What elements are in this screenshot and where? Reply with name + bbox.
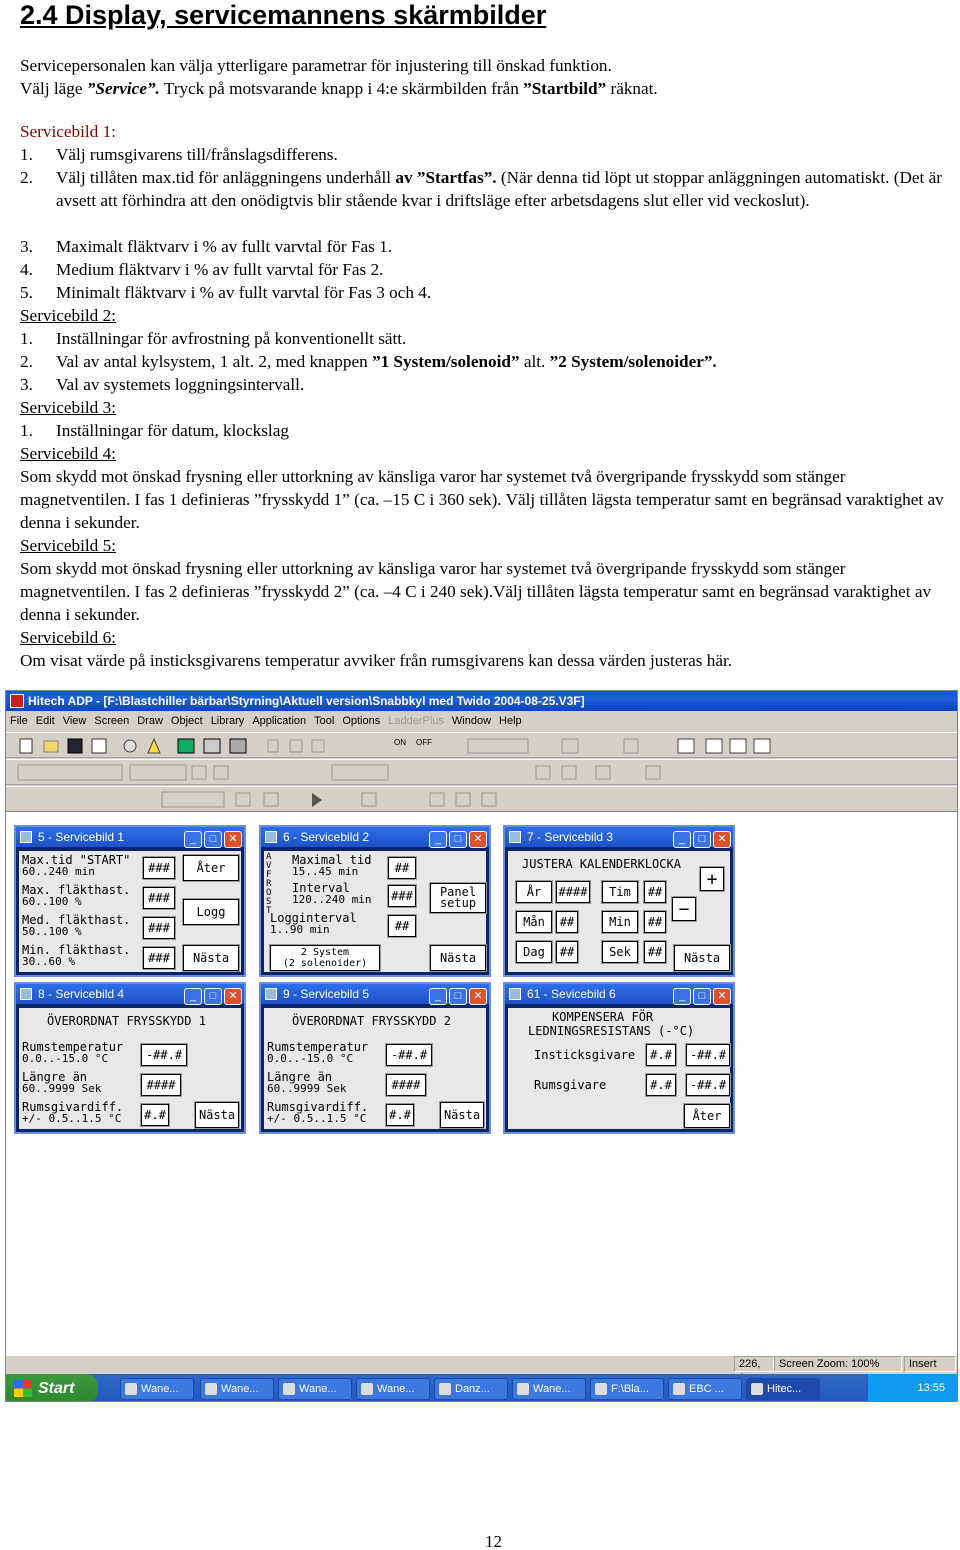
hour-button[interactable]: Tim [602,881,638,903]
menu-tool[interactable]: Tool [314,715,335,727]
toolbar-1 [6,732,957,758]
value-field[interactable]: -##.# [686,1074,730,1096]
nasta-button[interactable]: Nästa [183,945,239,971]
window-icon [265,831,277,843]
sb2-item-1: 1. Inställningar för avfrostning på konventionellt sätt. [20,329,407,348]
taskbar-item[interactable]: Danz... [434,1378,508,1400]
panel-servicebild-3[interactable]: 7 - Servicebild 3 _ □ ✕ JUSTERA KALENDERKLOCKA År #### Tim ## Mån ## Min ## Dag ## Sek ## + − Nästa [503,825,735,977]
status-bar [6,1354,957,1372]
close-icon[interactable]: ✕ [713,988,731,1005]
taskbar [6,1374,957,1402]
plus-button[interactable]: + [700,867,724,891]
value-field[interactable]: ### [143,947,175,969]
maximize-icon[interactable]: □ [693,831,711,848]
app-titlebar: Hitech ADP - [F:\Blastchiller bärbar\Styrning\Aktuell version\Snabbkyl med Twido 2004-08-25.V3F] [6,691,957,711]
value-field[interactable]: #.# [386,1104,414,1126]
menu-file[interactable]: File [10,715,28,727]
close-icon[interactable]: ✕ [713,831,731,848]
month-button[interactable]: Mån [516,911,552,933]
calendar-heading: JUSTERA KALENDERKLOCKA [522,857,681,871]
value-field[interactable]: ### [143,887,175,909]
servicebild-6-heading: Servicebild 6: [20,628,116,647]
second-button[interactable]: Sek [602,941,638,963]
minimize-icon[interactable]: _ [184,988,202,1005]
value-field[interactable]: -##.# [386,1044,432,1066]
maximize-icon[interactable]: □ [449,988,467,1005]
servicebild-6-text: Om visat värde på insticksgivarens temperatur avviker från rumsgivarens kan dessa värden justeras här. [20,651,733,670]
year-button[interactable]: År [516,881,552,903]
menu-ladderplus[interactable]: LadderPlus [388,715,444,727]
status-zoom: Screen Zoom: 100% [774,1356,902,1372]
taskbar-item[interactable]: Wane... [200,1378,274,1400]
taskbar-item[interactable]: Wane... [278,1378,352,1400]
maximize-icon[interactable]: □ [204,988,222,1005]
status-position: 226, [734,1356,774,1372]
page-heading: 2.4 Display, servicemannens skärmbilder [20,0,547,30]
value-field[interactable]: #### [141,1074,181,1096]
system-tray [867,1374,957,1402]
minute-button[interactable]: Min [602,911,638,933]
logg-button[interactable]: Logg [183,899,239,925]
sb2-item-2: 2. Val av antal kylsystem, 1 alt. 2, med knappen ”1 System/solenoid” alt. ”2 System/solenoider”. [20,352,717,371]
menu-help[interactable]: Help [499,715,522,727]
close-icon[interactable]: ✕ [469,988,487,1005]
value-field[interactable]: ### [143,857,175,879]
window-icon [265,988,277,1000]
value-field[interactable]: ### [388,885,416,907]
minimize-icon[interactable]: _ [429,988,447,1005]
ater-button[interactable]: Åter [684,1104,730,1128]
sb1-item-3: 3. Maximalt fläktvarv i % av fullt varvtal för Fas 1. [20,237,393,256]
window-icon [20,988,32,1000]
value-field[interactable]: #### [386,1074,426,1096]
minus-button[interactable]: − [672,897,696,921]
workspace [6,811,957,1356]
close-icon[interactable]: ✕ [469,831,487,848]
window-icon [509,988,521,1000]
panel-setup-button[interactable]: Panel setup [430,883,486,913]
frysskydd-heading: ÖVERORDNAT FRYSSKYDD 2 [292,1014,451,1028]
minimize-icon[interactable]: _ [184,831,202,848]
toolbar-3-icons[interactable] [6,787,958,813]
sb1-item-1: 1. Välj rumsgivarens till/frånslagsdifferens. [20,145,338,164]
servicebild-3-heading: Servicebild 3: [20,398,116,417]
close-icon[interactable]: ✕ [224,831,242,848]
value-field[interactable]: ## [556,941,578,963]
toolbar-2-icons[interactable] [6,760,958,786]
app-screenshot [5,690,958,1402]
panel-servicebild-5[interactable]: 9 - Servicebild 5 _ □ ✕ ÖVERORDNAT FRYSSKYDD 2 Rumstemperatur 0.0..-15.0 °C Längre än 60..9999 Sek Rumsgivardiff. +/- 0.5..1.5 °C -##.# #### #.# Nästa [259,982,491,1134]
panel-servicebild-1[interactable]: 5 - Servicebild 1 _ □ ✕ Max.tid "START" 60..240 min Max. fläkthast. 60..100 % Med. fläkthast. 50..100 % Min. fläkthast. 30..60 % ### ### ### ### Åter Logg Nästa [14,825,246,977]
taskbar-item-active[interactable]: Hitec... [746,1378,820,1400]
taskbar-item[interactable]: F:\Bla... [590,1378,664,1400]
servicebild-5-heading: Servicebild 5: [20,536,116,555]
sb3-item-1: 1. Inställningar för datum, klockslag [20,421,289,440]
nasta-button[interactable]: Nästa [430,945,486,971]
servicebild-4-heading: Servicebild 4: [20,444,116,463]
menu-bar [6,712,957,730]
sb2-item-3: 3. Val av systemets loggningsintervall. [20,375,305,394]
page-number: 12 [485,1532,502,1550]
svg-text:OFF: OFF [416,738,432,747]
value-field[interactable]: ## [388,857,416,879]
day-button[interactable]: Dag [516,941,552,963]
window-icon [509,831,521,843]
panel-servicebild-2[interactable]: 6 - Servicebild 2 _ □ ✕ A V F R O S T Maximal tid 15..45 min Interval 120..240 min Logginterval 1..90 min ## ### ## Panel setup 2 System (2 solenoider) Nästa [259,825,491,977]
value-field[interactable]: ## [644,911,666,933]
value-field[interactable]: #.# [646,1074,676,1096]
kompensera-heading: KOMPENSERA FÖR [552,1010,654,1024]
value-field[interactable]: #.# [646,1044,676,1066]
start-button[interactable]: Start [6,1374,98,1402]
status-mode: Insert [904,1356,956,1372]
app-icon [10,694,24,708]
menu-edit[interactable]: Edit [35,715,55,727]
intro-line-2: Välj läge ”Service”. Tryck på motsvarande knapp i 4:e skärmbilden från ”Startbild” räknat. [20,79,658,98]
sb1-item-2: 2. Välj tillåten max.tid för anläggningens underhåll av ”Startfas”. (När denna tid löpt ut stoppar anläggningen automatiskt. (Det är avsett att förhindra att den onödigtvis blir stående kvar i driftsläge efter arbetsdagens slut eller vid veckoslut). [20,168,942,210]
system-toggle-button[interactable]: 2 System (2 solenoider) [270,945,380,971]
maximize-icon[interactable]: □ [693,988,711,1005]
menu-options[interactable]: Options [342,715,381,727]
menu-screen[interactable]: Screen [94,715,130,727]
menu-application[interactable]: Application [252,715,307,727]
value-field[interactable]: #.# [141,1104,169,1126]
frysskydd-heading: ÖVERORDNAT FRYSSKYDD 1 [47,1014,206,1028]
ater-button[interactable]: Åter [183,855,239,881]
maximize-icon[interactable]: □ [449,831,467,848]
menu-view[interactable]: View [62,715,87,727]
minimize-icon[interactable]: _ [429,831,447,848]
nasta-button[interactable]: Nästa [440,1102,484,1128]
windows-logo-icon [14,1380,32,1397]
maximize-icon[interactable]: □ [204,831,222,848]
value-field[interactable]: ### [143,917,175,939]
toolbar-3 [6,786,957,812]
value-field[interactable]: -##.# [686,1044,730,1066]
sb1-item-5: 5. Minimalt fläktvarv i % av fullt varvtal för Fas 3 och 4. [20,283,432,302]
servicebild-2-heading: Servicebild 2: [20,306,116,325]
panel-servicebild-4[interactable]: 8 - Servicebild 4 _ □ ✕ ÖVERORDNAT FRYSSKYDD 1 Rumstemperatur 0.0..-15.0 °C Längre än 60..9999 Sek Rumsgivardiff. +/- 0.5..1.5 °C -##.# #### #.# Nästa [14,982,246,1134]
value-field[interactable]: ## [388,915,416,937]
minimize-icon[interactable]: _ [673,831,691,848]
menu-library[interactable]: Library [210,715,245,727]
sb1-item-4: 4. Medium fläktvarv i % av fullt varvtal för Fas 2. [20,260,384,279]
taskbar-item[interactable]: EBC ... [668,1378,742,1400]
servicebild-5-text: Som skydd mot önskad frysning eller uttorkning av känsliga varor har systemet två övergripande frysskydd som stänger magnetventilen. I fas 2 definieras ”frysskydd 2” (ca. –4 C i 240 sek).Välj tillåten lägsta temperatur samt en begränsad varaktighet av denna i sekunder. [20,559,932,624]
kompensera-subheading: LEDNINGSRESISTANS (-°C) [528,1024,695,1038]
value-field[interactable]: ## [556,911,578,933]
nasta-button[interactable]: Nästa [195,1102,239,1128]
value-field[interactable]: #### [556,881,590,903]
menu-object[interactable]: Object [170,715,203,727]
intro-line-1: Servicepersonalen kan välja ytterligare parametrar för injustering till önskad funktion. [20,56,612,75]
value-field[interactable]: ## [644,881,666,903]
toolbar-1-icons[interactable] [6,733,958,759]
taskbar-item[interactable]: Wane... [356,1378,430,1400]
window-icon [20,831,32,843]
panel-servicebild-6[interactable]: 61 - Sevicebild 6 _ □ ✕ KOMPENSERA FÖR LEDNINGSRESISTANS (-°C) Insticksgivare Rumsgivare #.# -##.# #.# -##.# Åter [503,982,735,1134]
close-icon[interactable]: ✕ [224,988,242,1005]
taskbar-item[interactable]: Wane... [512,1378,586,1400]
clock: 13:55 [917,1382,945,1394]
value-field[interactable]: -##.# [141,1044,187,1066]
menu-window[interactable]: Window [451,715,492,727]
menu-draw[interactable]: Draw [137,715,163,727]
minimize-icon[interactable]: _ [673,988,691,1005]
servicebild-1-heading: Servicebild 1: [20,122,116,141]
value-field[interactable]: ## [644,941,666,963]
svg-text:ON: ON [394,738,406,747]
intro-paragraph [20,54,955,100]
avfrost-label: A V F R O S T [266,852,272,916]
toolbar-2 [6,759,957,785]
nasta-button[interactable]: Nästa [674,945,730,971]
taskbar-item[interactable]: Wane... [120,1378,194,1400]
servicebild-4-text: Som skydd mot önskad frysning eller uttorkning av känsliga varor har systemet två övergripande frysskydd som stänger magnetventilen. I fas 1 definieras ”frysskydd 1” (ca. –15 C i 360 sek). Välj tillåten lägsta temperatur samt en begränsad varaktighet av denna i sekunder. [20,467,944,532]
